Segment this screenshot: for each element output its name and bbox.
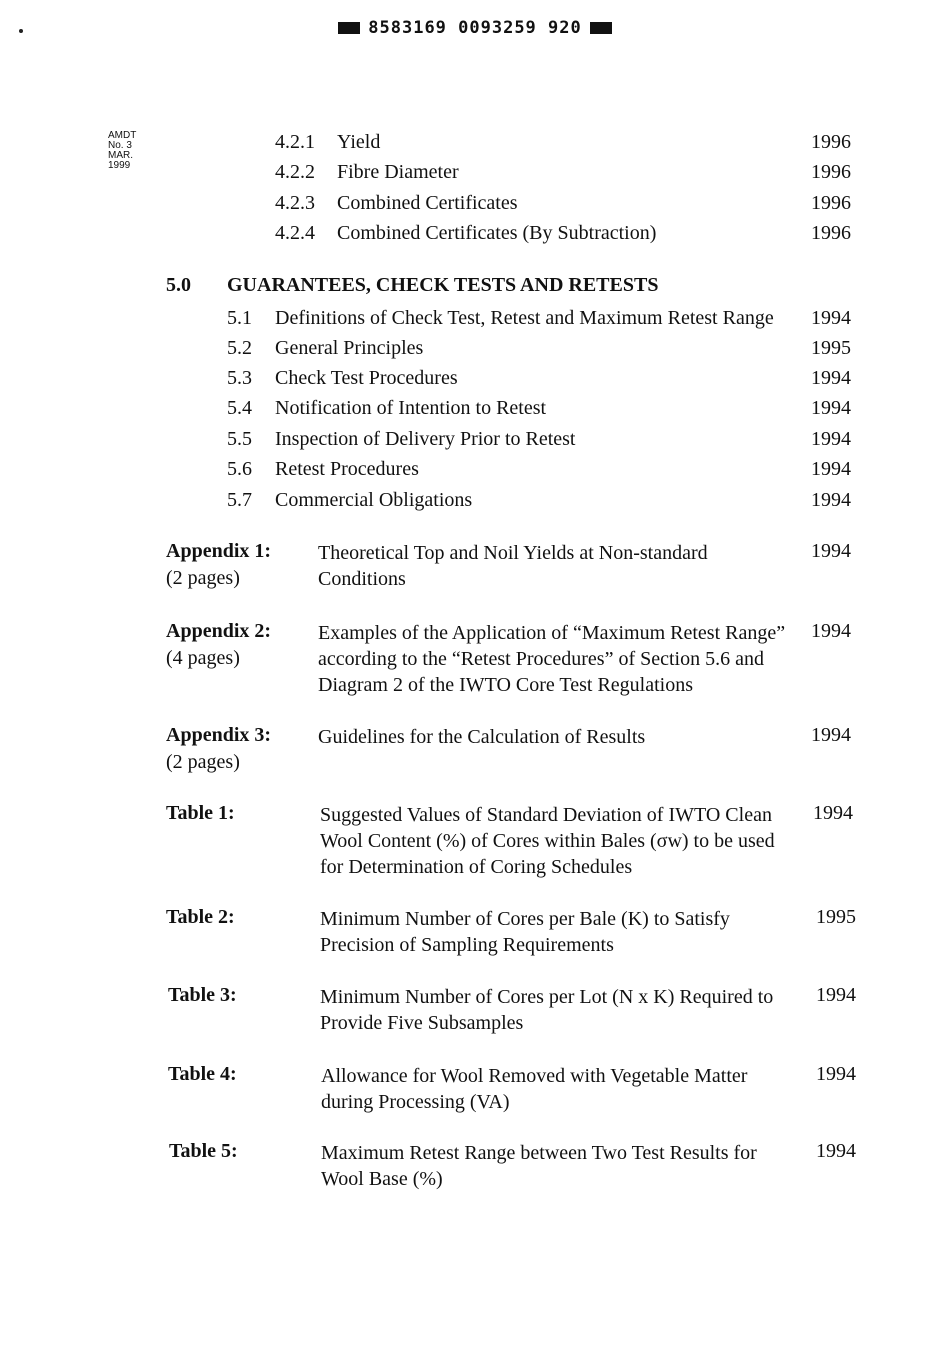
item-number: 5.6 <box>227 458 252 480</box>
appendix-title: Examples of the Application of “Maximum Retest Range” according to the “Retest Procedures” of Section 5.6 and Diagram 2 of the IWTO Core Test Regulations <box>318 622 786 696</box>
subsection-year: 1996 <box>811 222 851 244</box>
table-year: 1994 <box>816 1063 856 1085</box>
item-number: 5.5 <box>227 428 252 450</box>
appendix-pages: (4 pages) <box>166 647 240 669</box>
appendix-title: Guidelines for the Calculation of Results <box>318 726 646 748</box>
subsection-title: Fibre Diameter <box>337 161 459 183</box>
subsection-number: 4.2.4 <box>275 222 315 244</box>
table-year: 1994 <box>816 984 856 1006</box>
table-year: 1994 <box>816 1140 856 1162</box>
item-number: 5.7 <box>227 489 252 511</box>
item-year: 1994 <box>811 458 851 480</box>
item-year: 1994 <box>811 397 851 419</box>
table-year: 1995 <box>816 906 856 928</box>
item-title: Inspection of Delivery Prior to Retest <box>275 428 576 450</box>
item-year: 1994 <box>811 489 851 511</box>
appendix-year: 1994 <box>811 540 851 562</box>
item-title: Definitions of Check Test, Retest and Maximum Retest Range <box>275 307 774 329</box>
margin-dot <box>19 29 23 33</box>
appendix-label: Appendix 3: <box>166 724 272 746</box>
item-title: Commercial Obligations <box>275 489 473 511</box>
subsection-year: 1996 <box>811 161 851 183</box>
table-label: Table 2: <box>166 906 235 928</box>
table-title: Minimum Number of Cores per Bale (K) to Satisfy Precision of Sampling Requirements <box>320 908 730 956</box>
item-year: 1995 <box>811 337 851 359</box>
barcode-block-left <box>338 22 360 34</box>
appendix-label: Appendix 2: <box>166 620 272 642</box>
item-title: Notification of Intention to Retest <box>275 397 547 419</box>
item-title: General Principles <box>275 337 424 359</box>
subsection-year: 1996 <box>811 192 851 214</box>
item-year: 1994 <box>811 428 851 450</box>
section-5-heading: GUARANTEES, CHECK TESTS AND RETESTS <box>227 274 659 296</box>
table-title: Suggested Values of Standard Deviation of IWTO Clean Wool Content (%) of Cores within Bales (σw) to be used for Determination of Coring Schedules <box>320 804 775 878</box>
item-year: 1994 <box>811 367 851 389</box>
table-label: Table 5: <box>169 1140 238 1162</box>
appendix-pages: (2 pages) <box>166 567 240 589</box>
document-header-code <box>0 18 950 38</box>
item-year: 1994 <box>811 307 851 329</box>
section-5-number: 5.0 <box>166 274 191 296</box>
item-number: 5.1 <box>227 307 252 329</box>
table-title: Minimum Number of Cores per Lot (N x K) Required to Provide Five Subsamples <box>320 986 774 1034</box>
subsection-year: 1996 <box>811 131 851 153</box>
header-code-text: 8583169 0093259 920 <box>368 18 582 38</box>
barcode-block-right <box>590 22 612 34</box>
table-title: Allowance for Wool Removed with Vegetable Matter during Processing (VA) <box>321 1065 748 1113</box>
subsection-number: 4.2.2 <box>275 161 315 183</box>
item-number: 5.4 <box>227 397 252 419</box>
subsection-title: Combined Certificates (By Subtraction) <box>337 222 657 244</box>
subsection-title: Yield <box>337 131 381 153</box>
table-label: Table 1: <box>166 802 235 824</box>
appendix-pages: (2 pages) <box>166 751 240 773</box>
table-year: 1994 <box>813 802 853 824</box>
item-number: 5.3 <box>227 367 252 389</box>
item-title: Retest Procedures <box>275 458 419 480</box>
appendix-year: 1994 <box>811 620 851 642</box>
table-title: Maximum Retest Range between Two Test Results for Wool Base (%) <box>321 1142 757 1190</box>
table-label: Table 4: <box>168 1063 237 1085</box>
appendix-year: 1994 <box>811 724 851 746</box>
subsection-title: Combined Certificates <box>337 192 518 214</box>
amendment-note: AMDT No. 3 MAR. 1999 <box>108 130 137 171</box>
appendix-label: Appendix 1: <box>166 540 272 562</box>
item-number: 5.2 <box>227 337 252 359</box>
appendix-title: Theoretical Top and Noil Yields at Non-standard Conditions <box>318 542 708 590</box>
item-title: Check Test Procedures <box>275 367 458 389</box>
table-label: Table 3: <box>168 984 237 1006</box>
subsection-number: 4.2.1 <box>275 131 315 153</box>
subsection-number: 4.2.3 <box>275 192 315 214</box>
